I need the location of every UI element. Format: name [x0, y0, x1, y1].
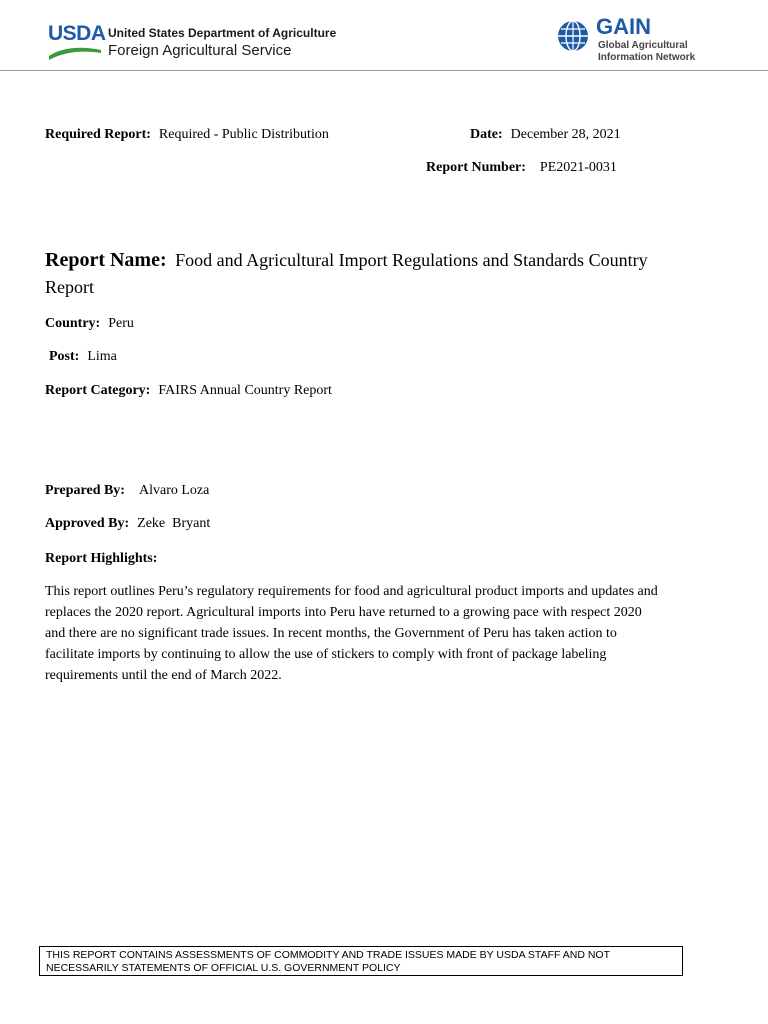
policy-disclaimer-box: THIS REPORT CONTAINS ASSESSMENTS OF COMMODITY AND TRADE ISSUES MADE BY USDA STAFF AND NOT NECESSARILY STATEMENTS OF OFFICIAL U.S. GOVERNMENT POLICY	[39, 946, 683, 976]
required-report-value: Required - Public Distribution	[158, 127, 329, 142]
gain-logo-text: GAIN	[596, 14, 651, 39]
report-name-value: Food and Agricultural Import Regulations and Standards Country Report	[45, 250, 648, 297]
prepared-by-label: Prepared By:	[45, 483, 125, 498]
approved-by-value: Zeke Bryant	[137, 516, 211, 531]
page-header	[0, 0, 768, 72]
post-label: Post:	[49, 349, 80, 364]
country-label: Country:	[45, 316, 101, 331]
report-name-label: Report Name:	[45, 249, 167, 271]
usda-logo-text: USDA	[48, 22, 106, 45]
header-divider	[0, 70, 768, 71]
country-field	[45, 316, 134, 332]
required-report-label: Required Report:	[45, 127, 151, 142]
report-category-label: Report Category:	[45, 383, 151, 398]
date-value: December 28, 2021	[510, 127, 621, 142]
report-highlights-label: Report Highlights:	[45, 551, 158, 566]
usda-logo-swoosh-icon	[48, 44, 102, 62]
prepared-by-value: Alvaro Loza	[138, 483, 210, 498]
report-name	[45, 247, 685, 301]
date-label: Date:	[470, 127, 503, 142]
approved-by-label: Approved By:	[45, 516, 130, 531]
required-report-field	[45, 127, 329, 143]
report-number-value: PE2021-0031	[539, 160, 617, 175]
post-value: Lima	[87, 349, 117, 364]
report-highlights-body: This report outlines Peru’s regulatory requirements for food and agricultural product imports and updates and replaces the 2020 report. Agricultural imports into Peru have returned to a growing pace with respect 2020 and there are no significant trade issues. In recent months, the Government of Peru has taken action to facilitate imports by continuing to allow the use of stickers to comply with front of package labeling requirements until the end of March 2022.	[45, 584, 658, 683]
prepared-by-field	[45, 483, 209, 499]
approved-by-field	[45, 516, 210, 532]
report-category-value: FAIRS Annual Country Report	[158, 383, 332, 398]
report-number-field	[426, 160, 617, 176]
gain-globe-icon	[556, 19, 590, 53]
usda-service-name: Foreign Agricultural Service	[108, 42, 292, 59]
date-field	[470, 127, 621, 143]
report-number-label: Report Number:	[426, 160, 526, 175]
report-category-field	[45, 383, 332, 399]
gain-subtitle-line2: Information Network	[598, 52, 696, 63]
usda-agency-name: United States Department of Agriculture	[108, 26, 337, 40]
gain-subtitle-line1: Global Agricultural	[598, 40, 688, 51]
country-value: Peru	[108, 316, 134, 331]
post-field	[49, 349, 117, 365]
